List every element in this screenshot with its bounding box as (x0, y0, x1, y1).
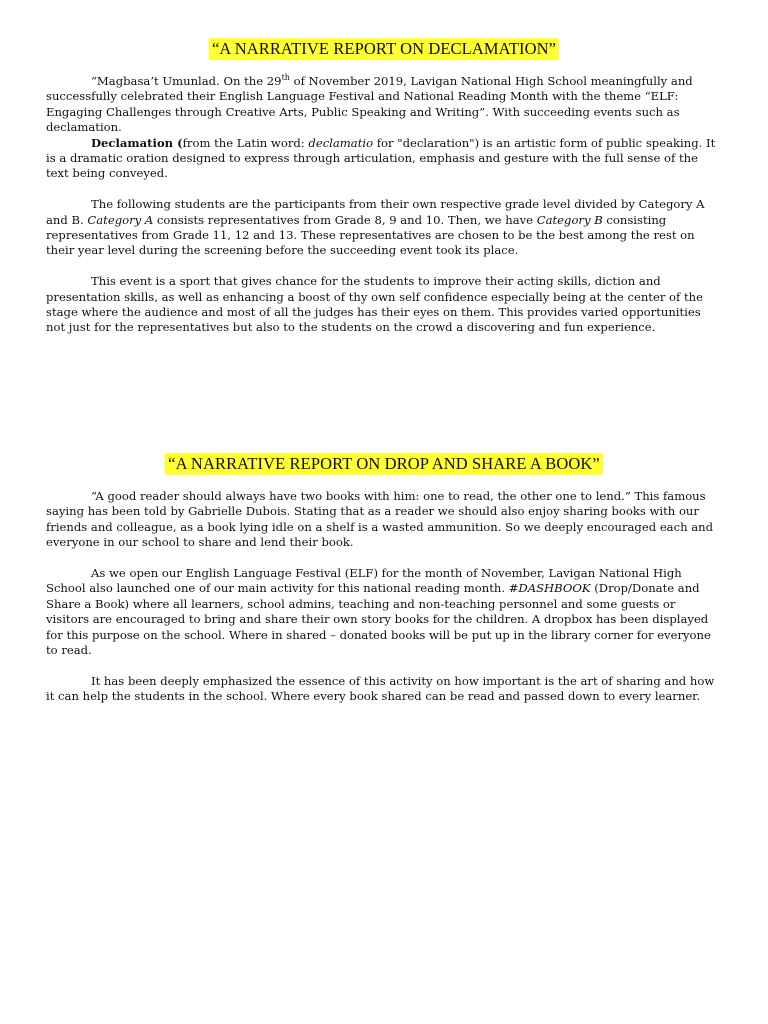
drop-and-share-report-title: “A NARRATIVE REPORT ON DROP AND SHARE A BOOK” (165, 453, 603, 475)
declamation-participants-paragraph: The following students are the participants from their own respective grade level divided by Category A and B. Category A consists representatives from Grade 8, 9 and 10. Then, we have Category B consisting representatives from Grade 11, 12 and 13. These representatives are chosen to be the best among the rest on their year level during the screening before the succeeding event took its place. (46, 197, 705, 258)
dashbook-hashtag: #DASHBOOK (508, 581, 591, 596)
category-a-label: Category A (87, 212, 154, 227)
declamation-intro-paragraph: “Magbasa’t Umunlad. On the 29th of November 2019, Lavigan National High School meaningfully and successfully celebrated their English Language Festival and National Reading Month with the theme “ELF: Engaging Challenges through Creative Arts, Public Speaking and Writing”. With succeeding events such as declamation. (46, 73, 693, 135)
drop-and-share-report (46, 453, 722, 705)
drop-share-quote-paragraph: “A good reader should always have two books with him: one to read, the other one to lend.” This famous saying has been told by Gabrielle Dubois. Stating that as a reader we should also enjoy sharing books with our friends and colleague, as a book lying idle on a shelf is a wasted ammunition. So we deeply encouraged each and everyone in our school to share and lend their book. (46, 489, 714, 550)
declamation-term: Declamation ( (91, 135, 183, 150)
drop-share-launch-paragraph: As we open our English Language Festival (ELF) for the month of November, Lavigan National High School also launched one of our main activity for this national reading month. #DASHBOOK (Drop/Donate and Share a Book) where all learners, school admins, teaching and non-teaching personnel and some guests or visitors are encouraged to bring and share their own story books for the children. A dropbox has been displayed for this purpose on the school. Where in shared – donated books will be put up in the library corner for everyone to read. (46, 566, 711, 658)
declamation-report-title: “A NARRATIVE REPORT ON DECLAMATION” (209, 38, 559, 60)
drop-share-conclusion-paragraph: It has been deeply emphasized the essence of this activity on how important is the art of sharing and how it can help the students in the school. Where every book shared can be read and passed down to every learner. (46, 673, 715, 704)
latin-word: declamatio (308, 135, 374, 150)
declamation-definition-paragraph: Declamation (from the Latin word: declamatio for "declaration") is an artistic form of public speaking. It is a dramatic oration designed to express through articulation, emphasis and gesture with the full sense of the text being conveyed. (46, 135, 716, 181)
declamation-event-paragraph: This event is a sport that gives chance for the students to improve their acting skills, diction and presentation skills, as well as enhancing a boost of thy own self confidence especially being at the center of the stage where the audience and most of all the judges has their eyes on them. This provides varied opportunities not just for the representatives but also to the students on the crowd a discovering and fun experience. (46, 274, 703, 335)
category-b-label: Category B (536, 212, 603, 227)
declamation-report (46, 38, 722, 336)
